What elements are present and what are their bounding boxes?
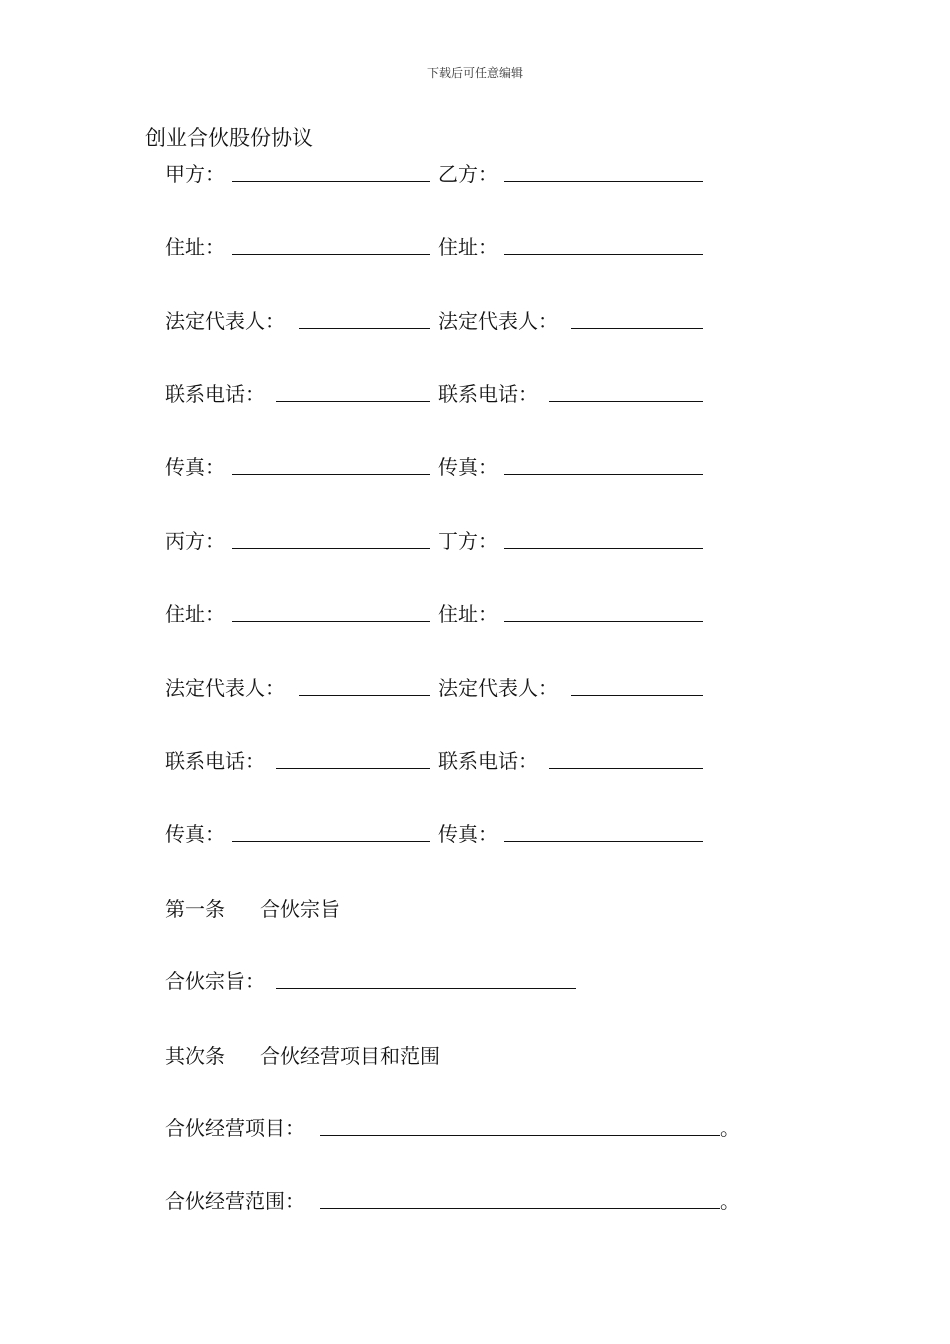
party-b-label: 乙方：	[438, 162, 498, 186]
party-d-fax-blank[interactable]	[504, 841, 703, 842]
party-b-representative-label: 法定代表人：	[438, 309, 558, 333]
party-c-blank[interactable]	[232, 548, 430, 549]
party-b-blank[interactable]	[504, 181, 703, 182]
party-d-address-label: 住址：	[438, 602, 498, 626]
party-b-fax-blank[interactable]	[504, 474, 703, 475]
party-a-representative-label: 法定代表人：	[165, 309, 285, 333]
party-b-phone-label: 联系电话：	[438, 382, 538, 406]
party-a-address-label: 住址：	[165, 235, 225, 259]
business-scope-label: 合伙经营范围：	[165, 1189, 305, 1213]
party-c-representative-blank[interactable]	[299, 695, 430, 696]
party-a-fax-label: 传真：	[165, 455, 225, 479]
party-c-fax-blank[interactable]	[232, 841, 430, 842]
article-1-name: 合伙宗旨	[260, 897, 340, 921]
party-c-fax-label: 传真：	[165, 822, 225, 846]
party-d-label: 丁方：	[438, 529, 498, 553]
party-a-blank[interactable]	[232, 181, 430, 182]
party-a-fax-blank[interactable]	[232, 474, 430, 475]
party-b-fax-label: 传真：	[438, 455, 498, 479]
party-c-address-blank[interactable]	[232, 621, 430, 622]
party-d-blank[interactable]	[504, 548, 703, 549]
party-a-representative-blank[interactable]	[299, 328, 430, 329]
period-mark: 。	[720, 1116, 740, 1140]
party-d-phone-blank[interactable]	[549, 768, 703, 769]
business-project-blank[interactable]	[320, 1135, 720, 1136]
party-b-representative-blank[interactable]	[571, 328, 703, 329]
party-d-address-blank[interactable]	[504, 621, 703, 622]
article-2-number: 其次条	[165, 1044, 225, 1068]
page-header-note: 下载后可任意编辑	[426, 66, 523, 80]
party-d-representative-blank[interactable]	[571, 695, 703, 696]
article-1-number: 第一条	[165, 897, 225, 921]
party-a-address-blank[interactable]	[232, 254, 430, 255]
document-title: 创业合伙股份协议	[145, 126, 313, 150]
party-a-label: 甲方：	[165, 162, 225, 186]
party-d-phone-label: 联系电话：	[438, 749, 538, 773]
party-b-address-blank[interactable]	[504, 254, 703, 255]
party-a-phone-blank[interactable]	[276, 401, 430, 402]
business-project-label: 合伙经营项目：	[165, 1116, 305, 1140]
party-d-representative-label: 法定代表人：	[438, 676, 558, 700]
purpose-blank[interactable]	[276, 988, 576, 989]
party-d-fax-label: 传真：	[438, 822, 498, 846]
article-2-name: 合伙经营项目和范围	[260, 1044, 440, 1068]
party-a-phone-label: 联系电话：	[165, 382, 265, 406]
party-b-address-label: 住址：	[438, 235, 498, 259]
period-mark: 。	[720, 1189, 740, 1213]
party-c-phone-blank[interactable]	[276, 768, 430, 769]
party-c-label: 丙方：	[165, 529, 225, 553]
business-scope-blank[interactable]	[320, 1208, 720, 1209]
party-b-phone-blank[interactable]	[549, 401, 703, 402]
purpose-label: 合伙宗旨：	[165, 969, 265, 993]
party-c-representative-label: 法定代表人：	[165, 676, 285, 700]
party-c-phone-label: 联系电话：	[165, 749, 265, 773]
party-c-address-label: 住址：	[165, 602, 225, 626]
